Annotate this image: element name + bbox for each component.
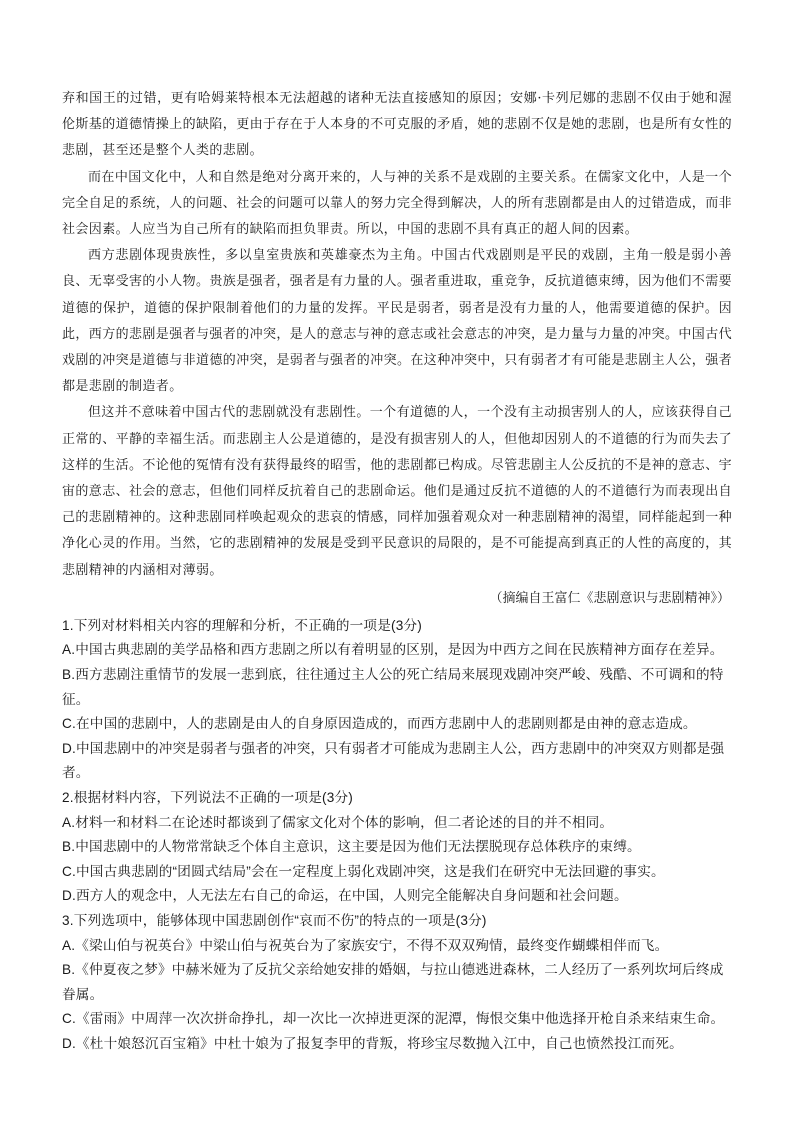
option-d: D.西方人的观念中，人无法左右自己的命运，在中国，人则完全能解决自身问题和社会问题。: [62, 888, 628, 904]
question-stem: 3.下列选项中，能够体现中国悲剧创作“哀而不伤”的特点的一项是(3分): [62, 912, 487, 928]
reading-passage: [62, 86, 732, 584]
option-a: A.《梁山伯与祝英台》中梁山伯与祝英台为了家族安宁，不得不双双殉情，最终变作蝴蝶相伴而飞。: [62, 937, 669, 953]
option-c: C.在中国的悲剧中，人的悲剧是由人的自身原因造成的，而西方悲剧中人的悲剧则都是由神的意志造成。: [62, 716, 697, 732]
question-list: [62, 614, 732, 1057]
passage-paragraph-2: 而在中国文化中，人和自然是绝对分离开来的，人与神的关系不是戏剧的主要关系。在儒家文化中，人是一个完全自足的系统，人的问题、社会的问题可以靠人的努力完全得到解决，人的所有悲剧都是由人的过错造成，而非社会因素。人应当为自己所有的缺陷而担负罪责。所以，中国的悲剧不具有真正的超人间的因素。: [62, 169, 733, 238]
question-stem: 2.根据材料内容，下列说法不正确的一项是(3分): [62, 790, 354, 806]
option-a: A.中国古典悲剧的美学品格和西方悲剧之所以有着明显的区别，是因为中西方之间在民族精神方面存在差异。: [62, 642, 724, 658]
option-c: C.中国古典悲剧的“团圆式结局”会在一定程度上弱化戏剧冲突，这是我们在研究中无法回避的事实。: [62, 863, 665, 879]
passage-paragraph-1: 弃和国王的过错，更有哈姆莱特根本无法超越的诸种无法直接感知的原因；安娜·卡列尼娜的悲剧不仅由于她和渥伦斯基的道德情操上的缺陷，更由于存在于人本身的不可克服的矛盾，她的悲剧不仅是她的悲剧，也是所有女性的悲剧，甚至还是整个人类的悲剧。: [62, 91, 733, 159]
option-a: A.材料一和材料二在论述时都谈到了儒家文化对个体的影响，但二者论述的目的并不相同。: [62, 814, 614, 830]
option-b: B.西方悲剧注重情节的发展一悲到底，往往通过主人公的死亡结局来展现戏剧冲突严峻、残酷、不可调和的特征。: [62, 667, 724, 707]
passage-paragraph-3: 西方悲剧体现贵族性，多以皇室贵族和英雄豪杰为主角。中国古代戏剧则是平民的戏剧，主角一般是弱小善良、无辜受害的小人物。贵族是强者，强者是有力量的人。强者重进取，重竞争，反抗道德束缚，因为他们不需要道德的保护，道德的保护限制着他们的力量的发挥。平民是弱者，弱者是没有力量的人，他需要道德的保护。因此，西方的悲剧是强者与强者的冲突，是人的意志与神的意志或社会意志的冲突，是力量与力量的冲突。中国古代戏剧的冲突是道德与非道德的冲突，是弱者与强者的冲突。在这种冲突中，只有弱者才有可能是悲剧主人公，强者都是悲剧的制造者。: [62, 248, 733, 395]
passage-paragraph-4: 但这并不意味着中国古代的悲剧就没有悲剧性。一个有道德的人，一个没有主动损害别人的人，应该获得自己正常的、平静的幸福生活。而悲剧主人公是道德的，是没有损害别人的人，但他却因别人的不道德的行为而失去了这样的生活。不论他的冤情有没有获得最终的昭雪，他的悲剧都已构成。尽管悲剧主人公反抗的不是神的意志、宇宙的意志、社会的意志，但他们同样反抗着自己的悲剧命运。他们是通过反抗不道德的人的不道德行为而表现出自己的悲剧精神的。这种悲剧同样唤起观众的悲哀的情感，同样加强着观众对一种悲剧精神的渴望，同样能起到一种净化心灵的作用。当然，它的悲剧精神的发展是受到平民意识的局限的，是不可能提高到真正的人性的高度的，其悲剧精神的内涵相对薄弱。: [62, 405, 733, 578]
question-stem: 1.下列对材料相关内容的理解和分析，不正确的一项是(3分): [62, 617, 422, 633]
question-1: [62, 614, 732, 786]
option-b: B.《仲夏夜之梦》中赫米娅为了反抗父亲给她安排的婚姻，与拉山德逃进森林，二人经历了一系列坎坷后终成眷属。: [62, 962, 724, 1002]
option-d: D.《杜十娘怒沉百宝箱》中杜十娘为了报复李甲的背叛，将珍宝尽数抛入江中，自己也愤然投江而死。: [62, 1035, 683, 1051]
option-d: D.中国悲剧中的冲突是弱者与强者的冲突，只有弱者才可能成为悲剧主人公，西方悲剧中的冲突双方则都是强者。: [62, 740, 725, 781]
question-2: [62, 786, 732, 909]
question-3: [62, 909, 732, 1057]
passage-source: （摘编自王富仁《悲剧意识与悲剧精神》）: [489, 590, 730, 606]
option-c: C.《雷雨》中周萍一次次拼命挣扎，却一次比一次掉进更深的泥潭，悔恨交集中他选择开枪自杀来结束生命。: [62, 1011, 725, 1027]
option-b: B.中国悲剧中的人物常常缺乏个体自主意识，这主要是因为他们无法摆脱现存总体秩序的束缚。: [62, 839, 641, 855]
